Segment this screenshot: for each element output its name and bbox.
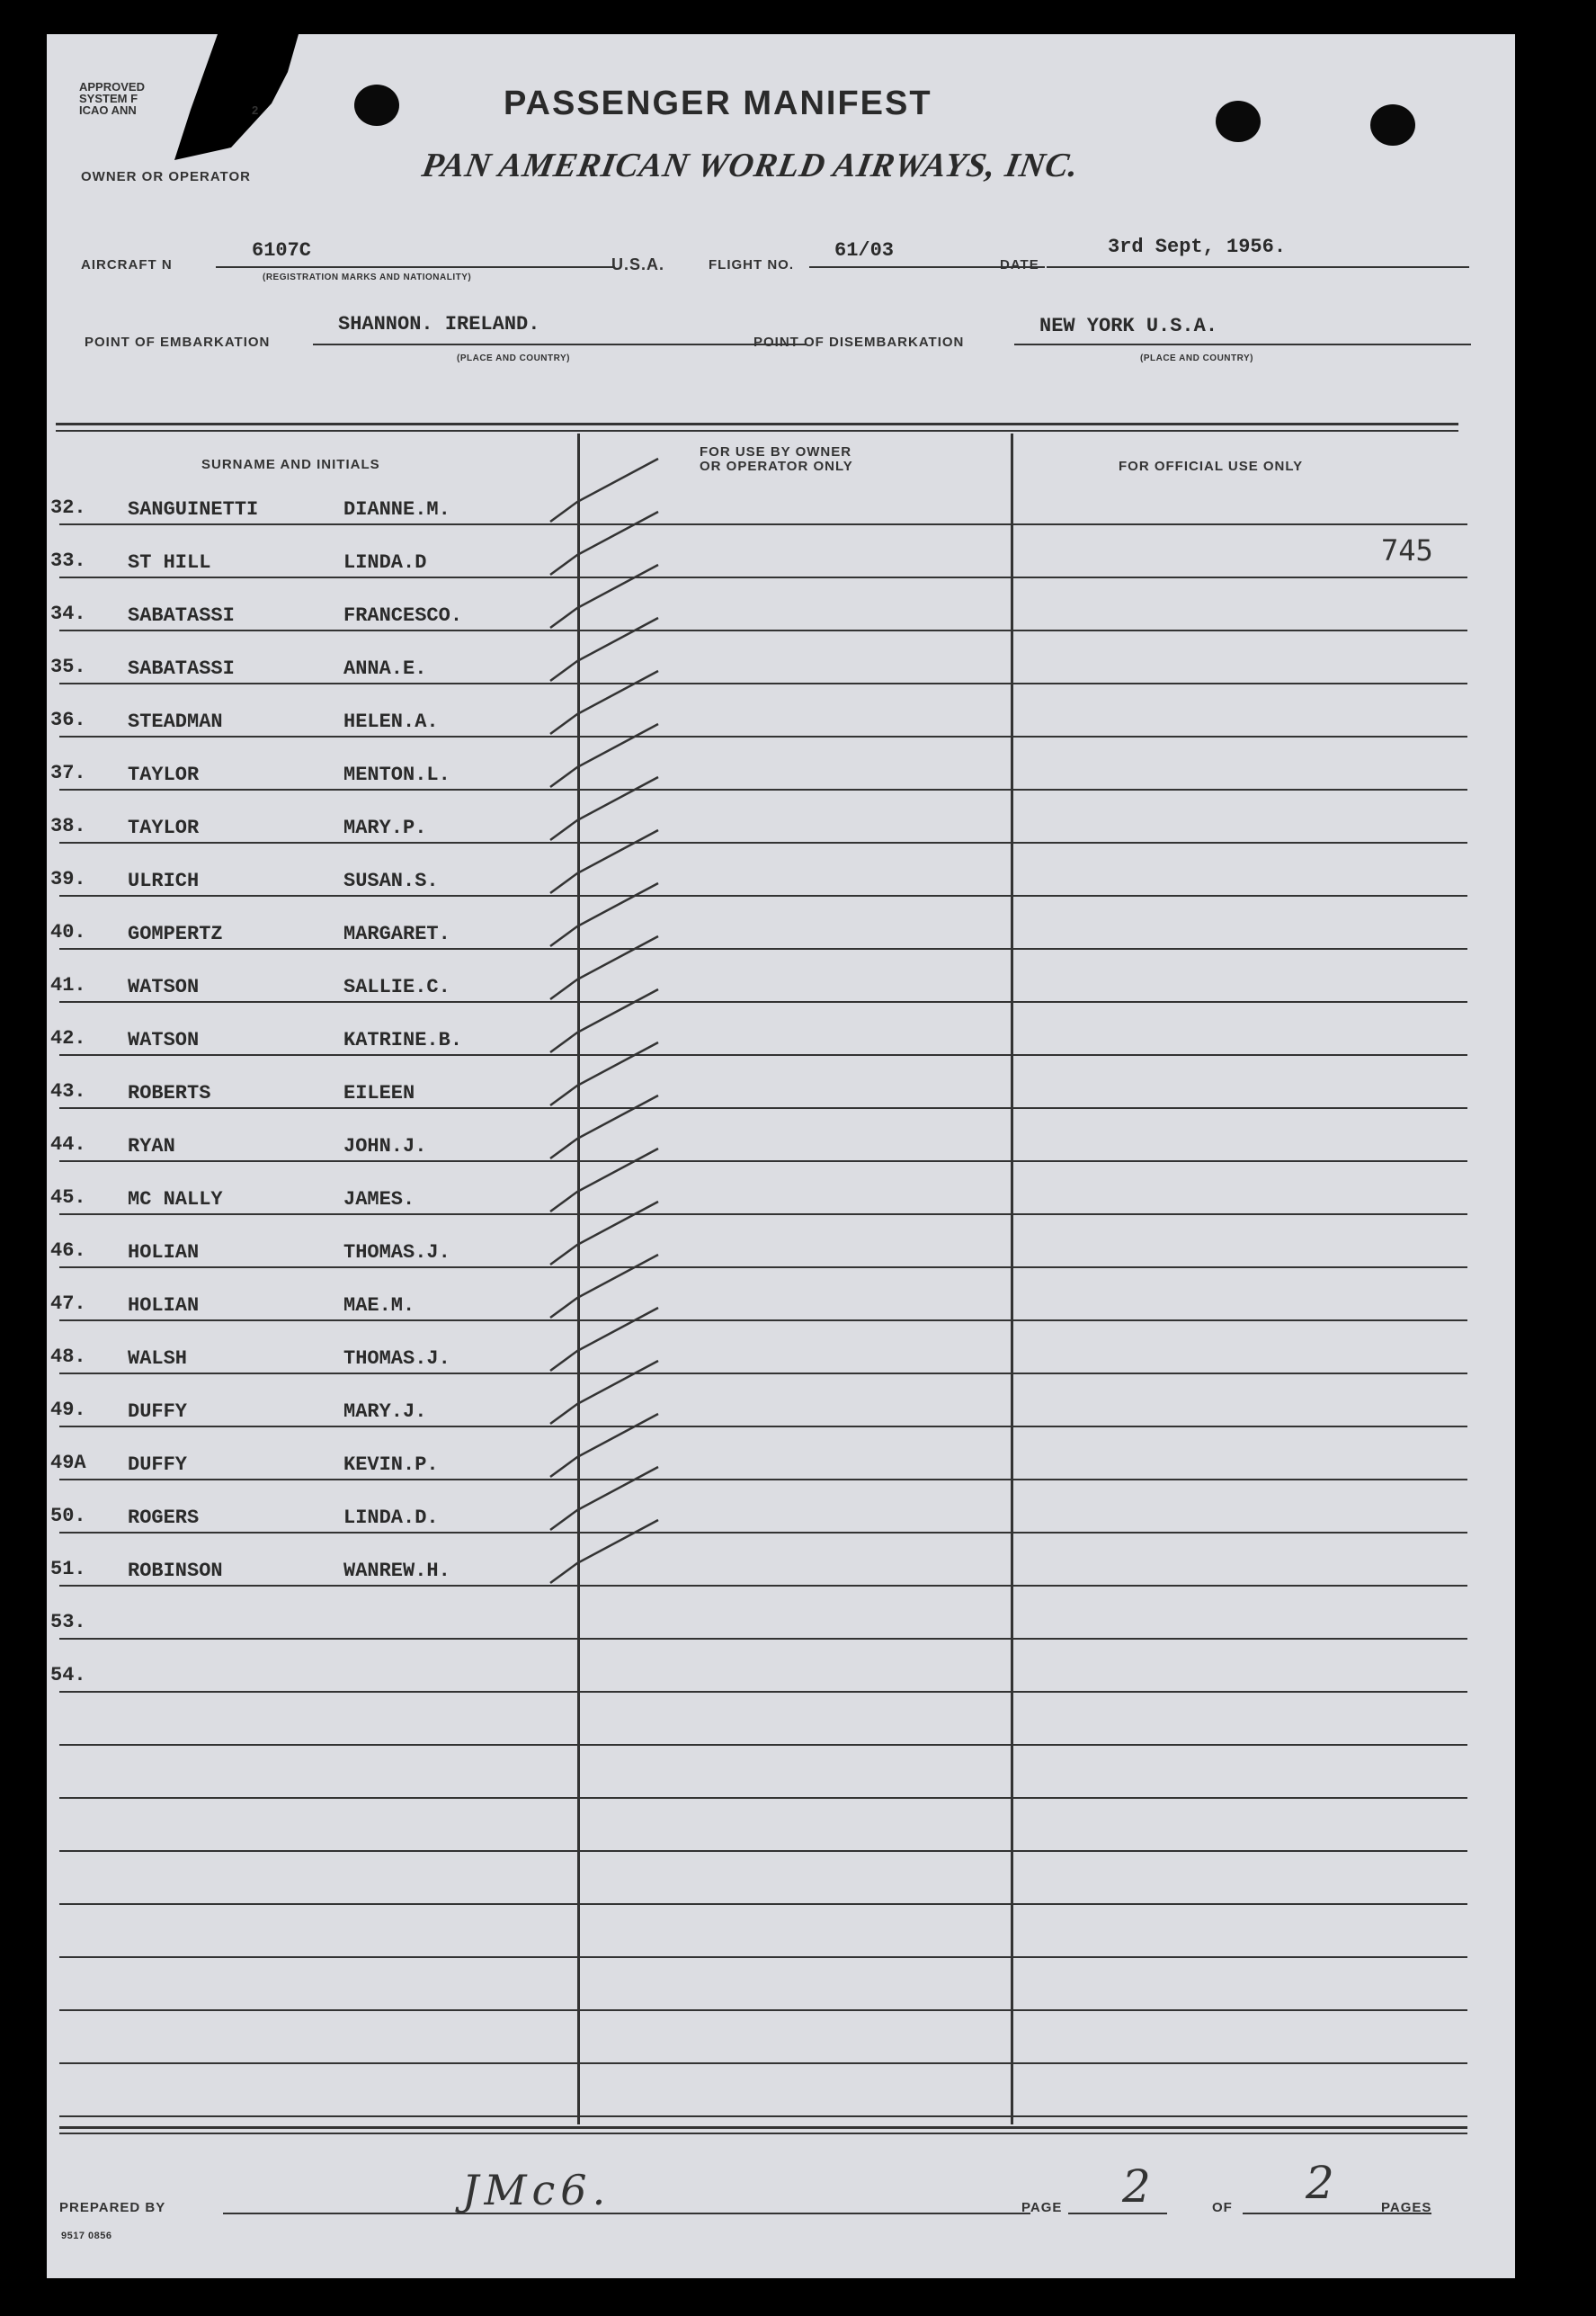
blank-row-rule [59,1797,1467,1799]
passenger-given-names: EILEEN [343,1082,415,1104]
row-rule [59,1638,1467,1640]
check-mark [550,1149,658,1212]
form-code: 9517 0856 [61,2231,112,2241]
prepared-label: PREPARED BY [59,2200,166,2215]
passenger-given-names: MAE.M. [343,1294,415,1317]
passenger-given-names: LINDA.D [343,551,427,574]
row-rule [59,1054,1467,1056]
row-number: 49. [50,1399,86,1421]
aircraft-label: AIRCRAFT N [81,257,173,273]
page-title: PASSENGER MANIFEST [504,85,932,122]
passenger-given-names: SUSAN.S. [343,870,439,892]
blank-row-rule [59,2115,1467,2117]
passenger-surname: WALSH [128,1347,188,1370]
check-mark [550,1202,658,1265]
pages-label: PAGES [1381,2200,1432,2215]
official-column-header: FOR OFFICIAL USE ONLY [1119,459,1304,474]
row-number: 47. [50,1292,86,1315]
row-rule [59,1160,1467,1162]
passenger-surname: MC NALLY [128,1188,223,1211]
row-rule [59,1691,1467,1693]
date-value: 3rd Sept, 1956. [1108,236,1287,258]
prepared-signature: JMc6. [462,2166,611,2214]
surname-column-header: SURNAME AND INITIALS [201,457,380,472]
row-number: 35. [50,656,86,678]
passenger-given-names: MARY.J. [343,1400,427,1423]
row-number: 46. [50,1239,86,1262]
blank-row-rule [59,1903,1467,1905]
row-rule [59,1585,1467,1587]
owner-column-header: FOR USE BY OWNER [700,444,852,460]
passenger-surname: ROBERTS [128,1082,211,1104]
row-number: 50. [50,1505,86,1527]
passenger-given-names: THOMAS.J. [343,1241,450,1264]
row-rule [59,948,1467,950]
passenger-given-names: SALLIE.C. [343,976,450,998]
passenger-surname: TAYLOR [128,817,200,839]
owner-label: OWNER OR OPERATOR [81,169,251,184]
row-number: 54. [50,1664,86,1686]
passenger-given-names: JAMES. [343,1188,415,1211]
check-mark [550,459,658,522]
row-number: 48. [50,1346,86,1368]
check-mark [550,724,658,787]
row-number: 38. [50,815,86,837]
passenger-surname: ROBINSON [128,1560,223,1582]
flight-value: 61/03 [834,239,895,262]
passenger-given-names: LINDA.D. [343,1507,439,1529]
blank-row-rule [59,2009,1467,2011]
row-rule [59,789,1467,791]
passenger-surname: SANGUINETTI [128,498,259,521]
passenger-given-names: HELEN.A. [343,711,439,733]
passenger-given-names: ANNA.E. [343,657,427,680]
aircraft-value: 6107C [252,239,312,262]
manifest-sheet [47,34,1515,2278]
passenger-surname: RYAN [128,1135,175,1158]
owner-column-header: OR OPERATOR ONLY [700,459,853,474]
check-mark [550,830,658,893]
passenger-surname: SABATASSI [128,604,235,627]
page-label: PAGE [1021,2200,1063,2215]
check-marks [47,34,1515,2278]
row-number: 33. [50,550,86,572]
passenger-given-names: FRANCESCO. [343,604,463,627]
check-mark [550,565,658,628]
row-rule [59,1213,1467,1215]
passenger-given-names: MARY.P. [343,817,427,839]
check-mark [550,1361,658,1424]
passenger-surname: GOMPERTZ [128,923,223,945]
row-rule [59,1479,1467,1480]
row-number: 44. [50,1133,86,1156]
approved-line: APPROVED [79,80,145,94]
check-mark [550,1414,658,1477]
row-number: 34. [50,603,86,625]
check-mark [550,883,658,946]
row-number: 37. [50,762,86,784]
check-mark [550,1467,658,1530]
passenger-surname: SABATASSI [128,657,235,680]
passenger-surname: HOLIAN [128,1241,200,1264]
check-mark [550,777,658,840]
row-rule [59,577,1467,578]
disembark-value: NEW YORK U.S.A. [1039,315,1218,337]
row-rule [59,683,1467,684]
page-value: 2 [1122,2160,1151,2213]
passenger-surname: TAYLOR [128,764,200,786]
embark-note: (PLACE AND COUNTRY) [457,353,570,363]
passenger-given-names: KEVIN.P. [343,1453,439,1476]
approved-line: ICAO ANN [79,103,137,117]
embark-label: POINT OF EMBARKATION [85,335,271,350]
approved-line: SYSTEM F [79,92,138,105]
embark-value: SHANNON. IRELAND. [338,313,540,335]
passenger-given-names: DIANNE.M. [343,498,450,521]
row-number: 53. [50,1611,86,1633]
date-label: DATE [1000,257,1039,273]
official-mark: 745 [1381,533,1433,568]
row-number: 51. [50,1558,86,1580]
check-mark [550,1308,658,1371]
row-number: 41. [50,974,86,997]
passenger-given-names: MENTON.L. [343,764,450,786]
row-number: 32. [50,496,86,519]
row-number: 45. [50,1186,86,1209]
passenger-surname: STEADMAN [128,711,223,733]
airline-name: PAN AMERICAN WORLD AIRWAYS, INC. [419,147,1083,184]
passenger-given-names: WANREW.H. [343,1560,450,1582]
passenger-surname: ROGERS [128,1507,200,1529]
approved-line: 2 [252,103,259,117]
of-label: OF [1212,2200,1233,2215]
row-number: 42. [50,1027,86,1050]
passenger-surname: ST HILL [128,551,211,574]
row-rule [59,1532,1467,1534]
passenger-given-names: JOHN.J. [343,1135,427,1158]
check-mark [550,989,658,1052]
row-rule [59,1266,1467,1268]
passenger-surname: DUFFY [128,1400,188,1423]
check-mark [550,1520,658,1583]
blank-row-rule [59,2062,1467,2064]
row-number: 43. [50,1080,86,1103]
check-mark [550,1042,658,1105]
row-rule [59,523,1467,525]
row-rule [59,630,1467,631]
registration-note: (REGISTRATION MARKS AND NATIONALITY) [263,273,472,282]
check-mark [550,512,658,575]
row-rule [59,1319,1467,1321]
row-number: 36. [50,709,86,731]
row-rule [59,842,1467,844]
check-mark [550,618,658,681]
row-number: 49A [50,1452,86,1474]
check-mark [550,1095,658,1158]
disembark-note: (PLACE AND COUNTRY) [1140,353,1253,363]
blank-row-rule [59,1850,1467,1852]
passenger-surname: ULRICH [128,870,200,892]
row-number: 40. [50,921,86,943]
check-mark [550,936,658,999]
check-mark [550,671,658,734]
passenger-given-names: KATRINE.B. [343,1029,463,1051]
passenger-surname: HOLIAN [128,1294,200,1317]
row-number: 39. [50,868,86,890]
flight-label: FLIGHT NO. [709,257,794,273]
row-rule [59,895,1467,897]
passenger-given-names: THOMAS.J. [343,1347,450,1370]
of-value: 2 [1306,2157,1334,2209]
disembark-label: POINT OF DISEMBARKATION [753,335,965,350]
row-rule [59,1001,1467,1003]
usa-label: U.S.A. [611,255,665,273]
row-rule [59,1107,1467,1109]
passenger-surname: DUFFY [128,1453,188,1476]
blank-row-rule [59,1744,1467,1746]
row-rule [59,1373,1467,1374]
blank-row-rule [59,1956,1467,1958]
passenger-surname: WATSON [128,976,200,998]
row-rule [59,1426,1467,1427]
passenger-given-names: MARGARET. [343,923,450,945]
check-mark [550,1255,658,1318]
row-rule [59,736,1467,738]
passenger-surname: WATSON [128,1029,200,1051]
